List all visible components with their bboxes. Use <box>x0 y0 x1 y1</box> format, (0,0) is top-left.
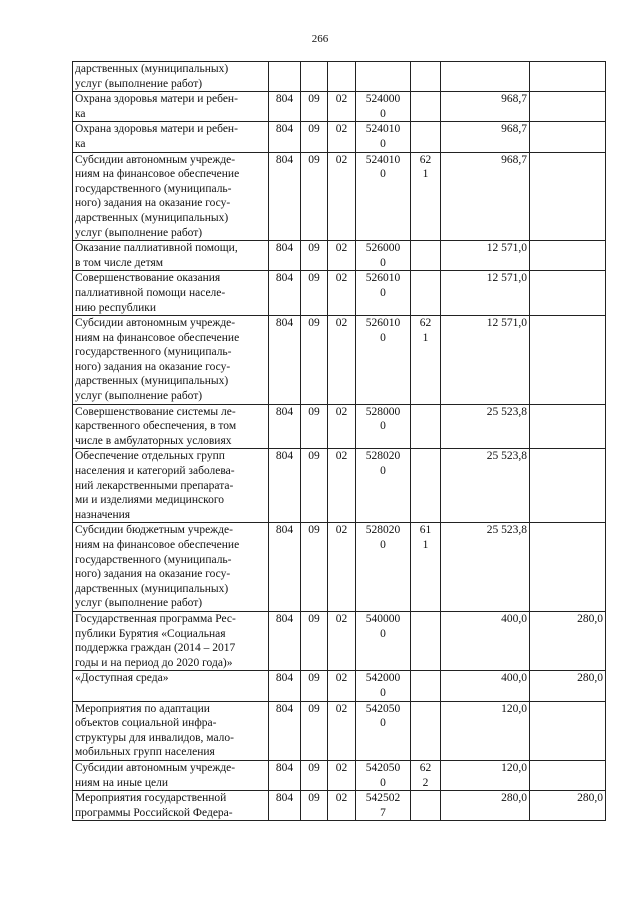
row-vr-cell <box>411 62 441 92</box>
row-pr-cell: 02 <box>328 316 356 405</box>
row-csr-cell: 526010 0 <box>356 271 411 316</box>
row-pr-cell: 02 <box>328 701 356 760</box>
row-sum1-cell: 400,0 <box>441 671 530 701</box>
row-sum1-cell: 25 523,8 <box>441 404 530 449</box>
row-vr-cell <box>411 241 441 271</box>
table-row <box>73 791 606 821</box>
row-sum2-cell <box>530 241 606 271</box>
row-rz-cell: 09 <box>301 271 328 316</box>
row-pr-cell: 02 <box>328 523 356 612</box>
row-sum2-cell: 280,0 <box>530 671 606 701</box>
row-rz-cell: 09 <box>301 449 328 523</box>
row-gr-cell: 804 <box>269 404 301 449</box>
row-sum1-cell: 120,0 <box>441 701 530 760</box>
row-pr-cell: 02 <box>328 404 356 449</box>
row-sum2-cell: 280,0 <box>530 791 606 821</box>
row-sum1-cell: 25 523,8 <box>441 449 530 523</box>
row-name-cell: Совершенствование оказания паллиативной помощи населе- нию республики <box>73 271 269 316</box>
row-gr-cell: 804 <box>269 316 301 405</box>
row-pr-cell: 02 <box>328 241 356 271</box>
row-csr-cell: 528020 0 <box>356 523 411 612</box>
row-sum1-cell: 968,7 <box>441 122 530 152</box>
row-csr-cell: 540000 0 <box>356 611 411 670</box>
row-name-cell: Обеспечение отдельных групп населения и категорий заболева- ний лекарственными препарата- ми и изделиями медицинского назначения <box>73 449 269 523</box>
row-vr-cell <box>411 671 441 701</box>
row-vr-cell <box>411 791 441 821</box>
row-gr-cell: 804 <box>269 611 301 670</box>
row-sum2-cell <box>530 701 606 760</box>
row-vr-cell: 62 2 <box>411 760 441 790</box>
row-pr-cell: 02 <box>328 671 356 701</box>
row-pr-cell: 02 <box>328 449 356 523</box>
table-row <box>73 449 606 523</box>
row-rz-cell: 09 <box>301 523 328 612</box>
row-vr-cell <box>411 92 441 122</box>
row-name-cell: Мероприятия государственной программы Российской Федера- <box>73 791 269 821</box>
row-sum1-cell: 12 571,0 <box>441 271 530 316</box>
row-vr-cell <box>411 449 441 523</box>
row-rz-cell: 09 <box>301 791 328 821</box>
row-sum1-cell: 400,0 <box>441 611 530 670</box>
row-gr-cell: 804 <box>269 671 301 701</box>
row-csr-cell: 524010 0 <box>356 152 411 241</box>
row-rz-cell: 09 <box>301 671 328 701</box>
row-rz-cell: 09 <box>301 316 328 405</box>
table-body <box>73 62 606 821</box>
row-pr-cell: 02 <box>328 791 356 821</box>
row-gr-cell: 804 <box>269 122 301 152</box>
row-sum2-cell <box>530 152 606 241</box>
table-row <box>73 523 606 612</box>
row-csr-cell: 542050 0 <box>356 760 411 790</box>
row-vr-cell <box>411 122 441 152</box>
row-sum2-cell <box>530 62 606 92</box>
row-vr-cell <box>411 271 441 316</box>
row-vr-cell <box>411 701 441 760</box>
row-name-cell: Государственная программа Рес- публики Бурятия «Социальная поддержка граждан (2014 – 2017 годы и на период до 2020 года)» <box>73 611 269 670</box>
row-csr-cell: 542000 0 <box>356 671 411 701</box>
table-row <box>73 152 606 241</box>
row-sum1-cell: 968,7 <box>441 152 530 241</box>
row-pr-cell: 02 <box>328 611 356 670</box>
row-csr-cell: 528020 0 <box>356 449 411 523</box>
table-row <box>73 760 606 790</box>
row-sum1-cell: 280,0 <box>441 791 530 821</box>
row-rz-cell: 09 <box>301 404 328 449</box>
row-csr-cell: 542502 7 <box>356 791 411 821</box>
row-pr-cell: 02 <box>328 152 356 241</box>
table-row <box>73 611 606 670</box>
row-csr-cell: 526000 0 <box>356 241 411 271</box>
row-pr-cell <box>328 62 356 92</box>
row-gr-cell: 804 <box>269 92 301 122</box>
row-rz-cell: 09 <box>301 152 328 241</box>
row-pr-cell: 02 <box>328 122 356 152</box>
row-name-cell: Субсидии автономным учрежде- ниям на иные цели <box>73 760 269 790</box>
row-vr-cell: 61 1 <box>411 523 441 612</box>
row-sum2-cell <box>530 404 606 449</box>
table-row <box>73 92 606 122</box>
row-sum1-cell: 12 571,0 <box>441 316 530 405</box>
table-row <box>73 404 606 449</box>
row-sum1-cell: 25 523,8 <box>441 523 530 612</box>
row-gr-cell: 804 <box>269 152 301 241</box>
row-rz-cell: 09 <box>301 92 328 122</box>
row-pr-cell: 02 <box>328 271 356 316</box>
row-gr-cell <box>269 62 301 92</box>
table-row <box>73 671 606 701</box>
table-row <box>73 701 606 760</box>
row-csr-cell: 524000 0 <box>356 92 411 122</box>
row-vr-cell <box>411 611 441 670</box>
row-pr-cell: 02 <box>328 760 356 790</box>
row-rz-cell: 09 <box>301 611 328 670</box>
page-number: 266 <box>311 33 329 45</box>
row-sum2-cell <box>530 523 606 612</box>
row-name-cell: Оказание паллиативной помощи, в том числе детям <box>73 241 269 271</box>
table-row <box>73 271 606 316</box>
row-gr-cell: 804 <box>269 449 301 523</box>
row-csr-cell <box>356 62 411 92</box>
row-vr-cell <box>411 404 441 449</box>
table-row <box>73 316 606 405</box>
row-vr-cell: 62 1 <box>411 152 441 241</box>
row-sum2-cell <box>530 92 606 122</box>
row-rz-cell <box>301 62 328 92</box>
table-row <box>73 241 606 271</box>
row-sum1-cell: 12 571,0 <box>441 241 530 271</box>
row-csr-cell: 526010 0 <box>356 316 411 405</box>
row-rz-cell: 09 <box>301 760 328 790</box>
row-name-cell: дарственных (муниципальных) услуг (выполнение работ) <box>73 62 269 92</box>
row-sum2-cell <box>530 271 606 316</box>
budget-table <box>72 61 606 821</box>
row-rz-cell: 09 <box>301 241 328 271</box>
row-sum1-cell: 968,7 <box>441 92 530 122</box>
row-name-cell: Совершенствование системы ле- карственного обеспечения, в том числе в амбулаторных условиях <box>73 404 269 449</box>
row-rz-cell: 09 <box>301 701 328 760</box>
row-gr-cell: 804 <box>269 791 301 821</box>
row-rz-cell: 09 <box>301 122 328 152</box>
row-gr-cell: 804 <box>269 701 301 760</box>
row-csr-cell: 542050 0 <box>356 701 411 760</box>
row-gr-cell: 804 <box>269 241 301 271</box>
row-name-cell: Субсидии автономным учрежде- ниям на финансовое обеспечение государственного (муниципаль- ного) задания на оказание госу- дарственных (муниципальных) услуг (выполнение работ) <box>73 316 269 405</box>
row-sum2-cell <box>530 122 606 152</box>
row-csr-cell: 528000 0 <box>356 404 411 449</box>
row-vr-cell: 62 1 <box>411 316 441 405</box>
row-name-cell: Субсидии автономным учрежде- ниям на финансовое обеспечение государственного (муниципаль- ного) задания на оказание госу- дарственных (муниципальных) услуг (выполнение работ) <box>73 152 269 241</box>
row-sum2-cell <box>530 316 606 405</box>
row-name-cell: Охрана здоровья матери и ребен- ка <box>73 92 269 122</box>
row-sum2-cell: 280,0 <box>530 611 606 670</box>
table-row <box>73 62 606 92</box>
row-sum2-cell <box>530 760 606 790</box>
row-gr-cell: 804 <box>269 271 301 316</box>
row-name-cell: Субсидии бюджетным учрежде- ниям на финансовое обеспечение государственного (муниципаль- ного) задания на оказание госу- дарственных (муниципальных) услуг (выполнение работ) <box>73 523 269 612</box>
row-gr-cell: 804 <box>269 523 301 612</box>
row-name-cell: Охрана здоровья матери и ребен- ка <box>73 122 269 152</box>
row-sum2-cell <box>530 449 606 523</box>
row-name-cell: «Доступная среда» <box>73 671 269 701</box>
row-csr-cell: 524010 0 <box>356 122 411 152</box>
row-sum1-cell: 120,0 <box>441 760 530 790</box>
row-gr-cell: 804 <box>269 760 301 790</box>
row-pr-cell: 02 <box>328 92 356 122</box>
row-name-cell: Мероприятия по адаптации объектов социальной инфра- структуры для инвалидов, мало- мобильных групп населения <box>73 701 269 760</box>
table-row <box>73 122 606 152</box>
row-sum1-cell <box>441 62 530 92</box>
